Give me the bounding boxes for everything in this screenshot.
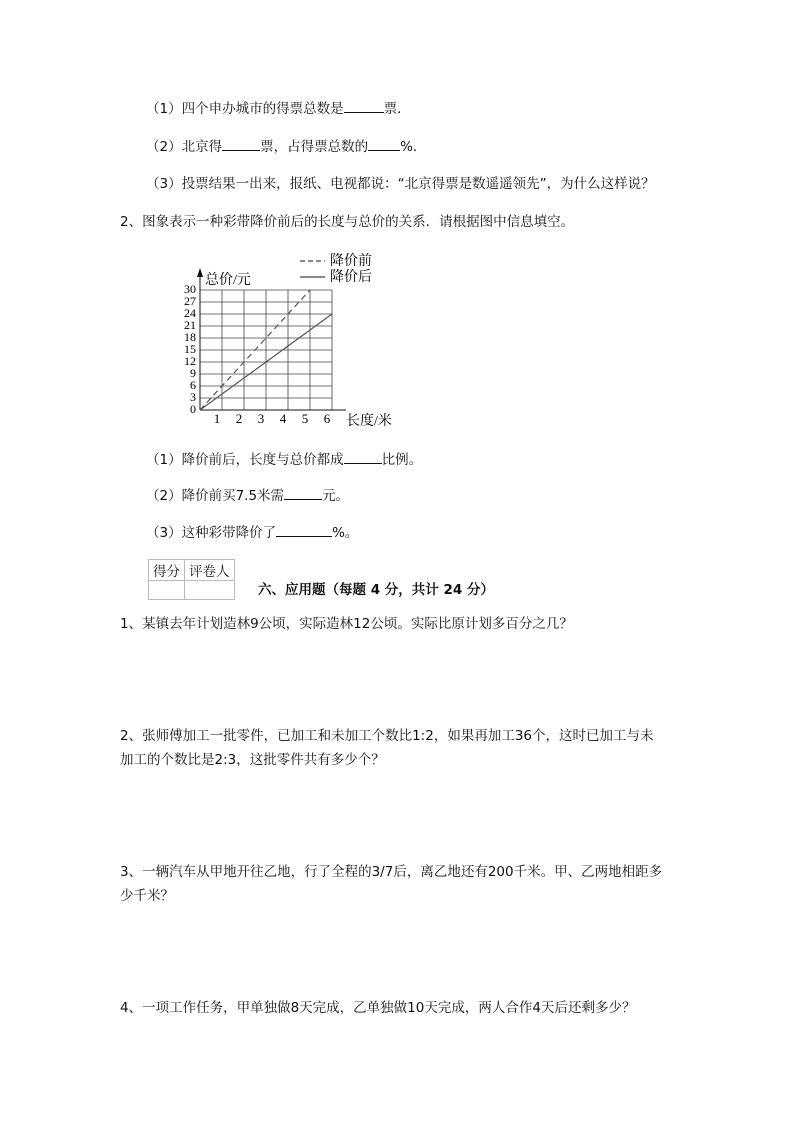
- answer-blank[interactable]: [344, 98, 384, 113]
- chart-ticks: [184, 282, 331, 426]
- app-q2-line2: 加工的个数比是2:3，这批零件共有多少个？: [120, 752, 385, 768]
- q2-sub2-suffix: 元。: [322, 488, 350, 504]
- question2-text: 2、图象表示一种彩带降价前后的长度与总价的关系．请根据图中信息填空。: [120, 214, 575, 230]
- q1-text: （1）四个申办城市的得票总数是: [146, 101, 344, 117]
- price-length-chart: [172, 250, 472, 430]
- grader-cell[interactable]: [185, 581, 235, 600]
- q2-line: [146, 136, 426, 157]
- app-q1: 1、某镇去年计划造林9公顷，实际造林12公顷。实际比原计划多百分之几？: [120, 616, 573, 632]
- chart-legend: [300, 253, 372, 285]
- y-tick-label: 21: [184, 318, 196, 332]
- chart-grid: [200, 290, 332, 410]
- x-tick-label: 2: [235, 411, 243, 426]
- q2-sub3-line: [146, 522, 358, 543]
- section6-title: 六、应用题（每题 4 分，共计 24 分）: [258, 582, 494, 598]
- score-cell[interactable]: [149, 581, 185, 600]
- y-axis-arrow: [197, 268, 203, 277]
- legend-label-after: 降价后: [330, 270, 372, 285]
- x-tick-label: 1: [213, 411, 221, 426]
- q3-line: （3）投票结果一出来，报纸、电视都说：“北京得票是数遥遥领先”，为什么这样说？: [146, 176, 655, 192]
- q2-sub3-suffix: %。: [332, 525, 359, 541]
- y-tick-label: 27: [184, 294, 196, 308]
- q2-text: （2）北京得: [146, 139, 223, 155]
- q2-mid: 票，占得票总数的: [260, 139, 369, 155]
- q2-sub3-text: （3）这种彩带降价了: [146, 525, 277, 541]
- y-tick-label: 6: [190, 378, 196, 392]
- answer-blank[interactable]: [222, 136, 260, 151]
- app-q2-line1: 2、张师傅加工一批零件，已加工和未加工个数比1:2，如果再加工36个，这时已加工与未: [120, 728, 654, 744]
- score-label: 得分: [149, 560, 185, 581]
- y-tick-label: 12: [184, 354, 196, 368]
- answer-blank[interactable]: [276, 522, 332, 537]
- y-tick-label: 0: [190, 402, 196, 416]
- score-box: [148, 559, 235, 600]
- x-tick-label: 5: [301, 411, 309, 426]
- x-axis-label: 长度/米: [346, 414, 392, 429]
- y-tick-label: 24: [184, 306, 196, 320]
- chart-axes: [197, 268, 346, 410]
- y-tick-label: 9: [190, 366, 196, 380]
- answer-blank[interactable]: [284, 485, 322, 500]
- y-tick-label: 3: [190, 390, 196, 404]
- y-tick-label: 18: [184, 330, 196, 344]
- q2-sub1-text: （1）降价前后，长度与总价都成: [146, 452, 344, 468]
- q2-suffix: %．: [400, 139, 427, 155]
- x-tick-label: 4: [279, 411, 287, 426]
- q2-sub1-suffix: 比例。: [381, 452, 423, 468]
- x-tick-label: 6: [323, 411, 331, 426]
- q2-sub2-text: （2）降价前买7.5米需: [146, 488, 285, 504]
- q1-suffix: 票．: [383, 101, 411, 117]
- y-tick-label: 15: [184, 342, 196, 356]
- answer-blank[interactable]: [368, 136, 400, 151]
- answer-blank[interactable]: [344, 449, 382, 464]
- legend-label-before: 降价前: [330, 254, 372, 269]
- app-q3-line2: 少千米？: [120, 888, 174, 904]
- app-q3-line1: 3、一辆汽车从甲地开往乙地，行了全程的3/7后，离乙地还有200千米。甲、乙两地相距多: [120, 864, 663, 880]
- y-tick-label: 30: [184, 282, 196, 296]
- y-axis-label: 总价/元: [205, 273, 251, 288]
- q1-line: [146, 98, 411, 119]
- q2-sub1-line: [146, 449, 422, 470]
- q2-sub2-line: [146, 485, 349, 506]
- x-tick-label: 3: [257, 411, 265, 426]
- grader-label: 评卷人: [185, 560, 235, 581]
- app-q4: 4、一项工作任务，甲单独做8天完成，乙单独做10天完成，两人合作4天后还剩多少？: [120, 1000, 636, 1016]
